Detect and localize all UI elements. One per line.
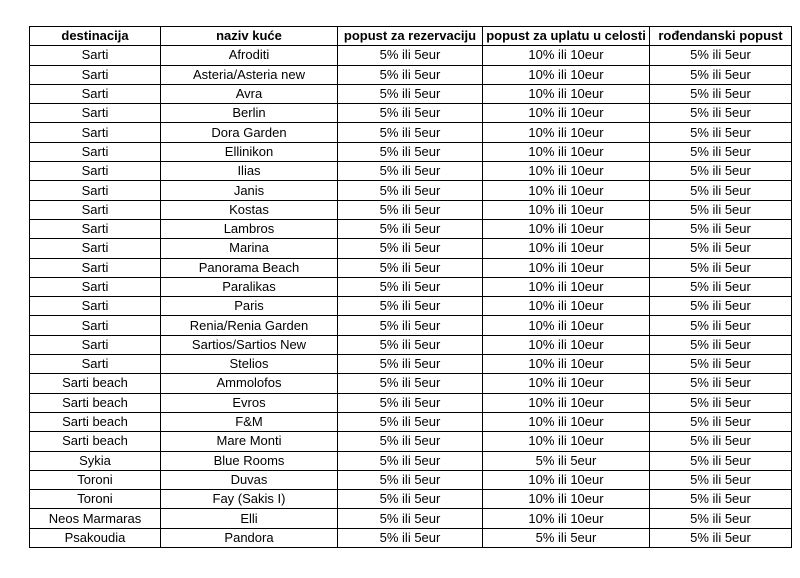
cell-destinacija: Sarti: [30, 219, 161, 238]
cell-popust-rezervacija: 5% ili 5eur: [338, 451, 483, 470]
cell-popust-uplata: 10% ili 10eur: [483, 239, 650, 258]
cell-destinacija: Sarti: [30, 123, 161, 142]
table-row: [30, 374, 792, 393]
cell-rodjendanski-popust: 5% ili 5eur: [650, 65, 792, 84]
cell-popust-rezervacija: 5% ili 5eur: [338, 84, 483, 103]
table-row: [30, 412, 792, 431]
cell-rodjendanski-popust: 5% ili 5eur: [650, 490, 792, 509]
cell-popust-rezervacija: 5% ili 5eur: [338, 123, 483, 142]
cell-popust-rezervacija: 5% ili 5eur: [338, 219, 483, 238]
cell-popust-uplata: 10% ili 10eur: [483, 142, 650, 161]
cell-popust-uplata: 10% ili 10eur: [483, 65, 650, 84]
cell-naziv-kuce: Sartios/Sartios New: [161, 335, 338, 354]
cell-popust-rezervacija: 5% ili 5eur: [338, 355, 483, 374]
cell-destinacija: Psakoudia: [30, 528, 161, 547]
cell-rodjendanski-popust: 5% ili 5eur: [650, 297, 792, 316]
table-row: [30, 490, 792, 509]
header-destinacija: destinacija: [30, 27, 161, 46]
cell-popust-rezervacija: 5% ili 5eur: [338, 432, 483, 451]
header-popust-za-uplatu: popust za uplatu u celosti: [483, 27, 650, 46]
discount-table: [29, 26, 792, 548]
cell-popust-rezervacija: 5% ili 5eur: [338, 277, 483, 296]
cell-popust-uplata: 10% ili 10eur: [483, 490, 650, 509]
cell-destinacija: Sarti: [30, 142, 161, 161]
cell-popust-uplata: 10% ili 10eur: [483, 162, 650, 181]
table-body: [30, 46, 792, 548]
cell-popust-rezervacija: 5% ili 5eur: [338, 142, 483, 161]
cell-popust-rezervacija: 5% ili 5eur: [338, 46, 483, 65]
cell-destinacija: Sarti: [30, 104, 161, 123]
cell-popust-rezervacija: 5% ili 5eur: [338, 297, 483, 316]
cell-rodjendanski-popust: 5% ili 5eur: [650, 104, 792, 123]
cell-destinacija: Toroni: [30, 490, 161, 509]
cell-popust-rezervacija: 5% ili 5eur: [338, 412, 483, 431]
cell-popust-rezervacija: 5% ili 5eur: [338, 316, 483, 335]
cell-destinacija: Sarti: [30, 239, 161, 258]
cell-popust-uplata: 10% ili 10eur: [483, 509, 650, 528]
cell-rodjendanski-popust: 5% ili 5eur: [650, 142, 792, 161]
cell-rodjendanski-popust: 5% ili 5eur: [650, 219, 792, 238]
table-row: [30, 355, 792, 374]
cell-popust-rezervacija: 5% ili 5eur: [338, 374, 483, 393]
cell-popust-uplata: 10% ili 10eur: [483, 432, 650, 451]
cell-naziv-kuce: Evros: [161, 393, 338, 412]
cell-popust-uplata: 10% ili 10eur: [483, 412, 650, 431]
cell-popust-rezervacija: 5% ili 5eur: [338, 239, 483, 258]
cell-naziv-kuce: Mare Monti: [161, 432, 338, 451]
cell-popust-uplata: 10% ili 10eur: [483, 335, 650, 354]
cell-destinacija: Sarti: [30, 65, 161, 84]
cell-popust-uplata: 10% ili 10eur: [483, 355, 650, 374]
cell-popust-rezervacija: 5% ili 5eur: [338, 65, 483, 84]
cell-destinacija: Sarti: [30, 355, 161, 374]
cell-naziv-kuce: Asteria/Asteria new: [161, 65, 338, 84]
header-popust-za-rezervaciju: popust za rezervaciju: [338, 27, 483, 46]
cell-naziv-kuce: Pandora: [161, 528, 338, 547]
cell-rodjendanski-popust: 5% ili 5eur: [650, 123, 792, 142]
cell-popust-uplata: 10% ili 10eur: [483, 84, 650, 103]
cell-naziv-kuce: Ammolofos: [161, 374, 338, 393]
cell-popust-uplata: 10% ili 10eur: [483, 219, 650, 238]
cell-rodjendanski-popust: 5% ili 5eur: [650, 470, 792, 489]
cell-rodjendanski-popust: 5% ili 5eur: [650, 412, 792, 431]
table-row: [30, 65, 792, 84]
cell-rodjendanski-popust: 5% ili 5eur: [650, 200, 792, 219]
cell-popust-uplata: 10% ili 10eur: [483, 123, 650, 142]
cell-rodjendanski-popust: 5% ili 5eur: [650, 316, 792, 335]
table-row: [30, 46, 792, 65]
cell-popust-uplata: 10% ili 10eur: [483, 200, 650, 219]
cell-popust-rezervacija: 5% ili 5eur: [338, 162, 483, 181]
cell-popust-uplata: 10% ili 10eur: [483, 258, 650, 277]
cell-popust-rezervacija: 5% ili 5eur: [338, 200, 483, 219]
cell-popust-uplata: 10% ili 10eur: [483, 316, 650, 335]
cell-destinacija: Sarti beach: [30, 374, 161, 393]
cell-naziv-kuce: Kostas: [161, 200, 338, 219]
header-row: [30, 27, 792, 46]
table-row: [30, 393, 792, 412]
cell-destinacija: Sarti: [30, 162, 161, 181]
header-naziv-kuce: naziv kuće: [161, 27, 338, 46]
cell-popust-rezervacija: 5% ili 5eur: [338, 335, 483, 354]
cell-destinacija: Sarti: [30, 316, 161, 335]
table-row: [30, 104, 792, 123]
table-row: [30, 162, 792, 181]
cell-popust-rezervacija: 5% ili 5eur: [338, 490, 483, 509]
cell-destinacija: Neos Marmaras: [30, 509, 161, 528]
cell-naziv-kuce: Lambros: [161, 219, 338, 238]
cell-rodjendanski-popust: 5% ili 5eur: [650, 451, 792, 470]
cell-destinacija: Sykia: [30, 451, 161, 470]
cell-destinacija: Sarti: [30, 335, 161, 354]
cell-destinacija: Sarti: [30, 181, 161, 200]
cell-rodjendanski-popust: 5% ili 5eur: [650, 355, 792, 374]
table-row: [30, 316, 792, 335]
cell-naziv-kuce: Dora Garden: [161, 123, 338, 142]
table-row: [30, 123, 792, 142]
discount-table-container: [29, 26, 792, 548]
cell-naziv-kuce: Stelios: [161, 355, 338, 374]
cell-naziv-kuce: Ilias: [161, 162, 338, 181]
cell-popust-rezervacija: 5% ili 5eur: [338, 181, 483, 200]
cell-destinacija: Sarti: [30, 84, 161, 103]
cell-naziv-kuce: Avra: [161, 84, 338, 103]
table-row: [30, 219, 792, 238]
table-row: [30, 84, 792, 103]
cell-destinacija: Sarti: [30, 297, 161, 316]
cell-rodjendanski-popust: 5% ili 5eur: [650, 239, 792, 258]
cell-popust-uplata: 10% ili 10eur: [483, 374, 650, 393]
table-row: [30, 258, 792, 277]
cell-popust-uplata: 10% ili 10eur: [483, 297, 650, 316]
cell-destinacija: Toroni: [30, 470, 161, 489]
cell-rodjendanski-popust: 5% ili 5eur: [650, 374, 792, 393]
cell-popust-uplata: 10% ili 10eur: [483, 393, 650, 412]
cell-popust-uplata: 5% ili 5eur: [483, 528, 650, 547]
table-row: [30, 528, 792, 547]
cell-rodjendanski-popust: 5% ili 5eur: [650, 258, 792, 277]
cell-rodjendanski-popust: 5% ili 5eur: [650, 528, 792, 547]
cell-naziv-kuce: Afroditi: [161, 46, 338, 65]
cell-naziv-kuce: Ellinikon: [161, 142, 338, 161]
cell-naziv-kuce: Panorama Beach: [161, 258, 338, 277]
cell-naziv-kuce: Berlin: [161, 104, 338, 123]
cell-rodjendanski-popust: 5% ili 5eur: [650, 432, 792, 451]
table-row: [30, 470, 792, 489]
cell-popust-rezervacija: 5% ili 5eur: [338, 470, 483, 489]
cell-naziv-kuce: Paris: [161, 297, 338, 316]
cell-destinacija: Sarti: [30, 258, 161, 277]
cell-rodjendanski-popust: 5% ili 5eur: [650, 84, 792, 103]
table-row: [30, 181, 792, 200]
cell-naziv-kuce: Elli: [161, 509, 338, 528]
cell-naziv-kuce: Renia/Renia Garden: [161, 316, 338, 335]
cell-naziv-kuce: Marina: [161, 239, 338, 258]
table-row: [30, 432, 792, 451]
table-row: [30, 142, 792, 161]
cell-popust-uplata: 10% ili 10eur: [483, 104, 650, 123]
cell-rodjendanski-popust: 5% ili 5eur: [650, 162, 792, 181]
table-row: [30, 277, 792, 296]
cell-naziv-kuce: F&M: [161, 412, 338, 431]
cell-destinacija: Sarti beach: [30, 412, 161, 431]
cell-popust-rezervacija: 5% ili 5eur: [338, 104, 483, 123]
table-row: [30, 239, 792, 258]
cell-rodjendanski-popust: 5% ili 5eur: [650, 509, 792, 528]
cell-naziv-kuce: Fay (Sakis I): [161, 490, 338, 509]
table-row: [30, 200, 792, 219]
cell-popust-rezervacija: 5% ili 5eur: [338, 509, 483, 528]
table-row: [30, 297, 792, 316]
cell-destinacija: Sarti: [30, 46, 161, 65]
header-rodjendanski-popust: rođendanski popust: [650, 27, 792, 46]
table-row: [30, 335, 792, 354]
cell-popust-uplata: 5% ili 5eur: [483, 451, 650, 470]
table-row: [30, 451, 792, 470]
cell-destinacija: Sarti beach: [30, 393, 161, 412]
cell-destinacija: Sarti: [30, 200, 161, 219]
cell-rodjendanski-popust: 5% ili 5eur: [650, 46, 792, 65]
cell-popust-rezervacija: 5% ili 5eur: [338, 528, 483, 547]
cell-popust-uplata: 10% ili 10eur: [483, 181, 650, 200]
cell-destinacija: Sarti: [30, 277, 161, 296]
table-row: [30, 509, 792, 528]
cell-naziv-kuce: Paralikas: [161, 277, 338, 296]
cell-popust-rezervacija: 5% ili 5eur: [338, 393, 483, 412]
cell-rodjendanski-popust: 5% ili 5eur: [650, 393, 792, 412]
cell-popust-uplata: 10% ili 10eur: [483, 46, 650, 65]
cell-rodjendanski-popust: 5% ili 5eur: [650, 277, 792, 296]
cell-rodjendanski-popust: 5% ili 5eur: [650, 181, 792, 200]
cell-naziv-kuce: Janis: [161, 181, 338, 200]
cell-popust-uplata: 10% ili 10eur: [483, 470, 650, 489]
cell-rodjendanski-popust: 5% ili 5eur: [650, 335, 792, 354]
cell-naziv-kuce: Blue Rooms: [161, 451, 338, 470]
cell-popust-uplata: 10% ili 10eur: [483, 277, 650, 296]
cell-naziv-kuce: Duvas: [161, 470, 338, 489]
cell-popust-rezervacija: 5% ili 5eur: [338, 258, 483, 277]
cell-destinacija: Sarti beach: [30, 432, 161, 451]
